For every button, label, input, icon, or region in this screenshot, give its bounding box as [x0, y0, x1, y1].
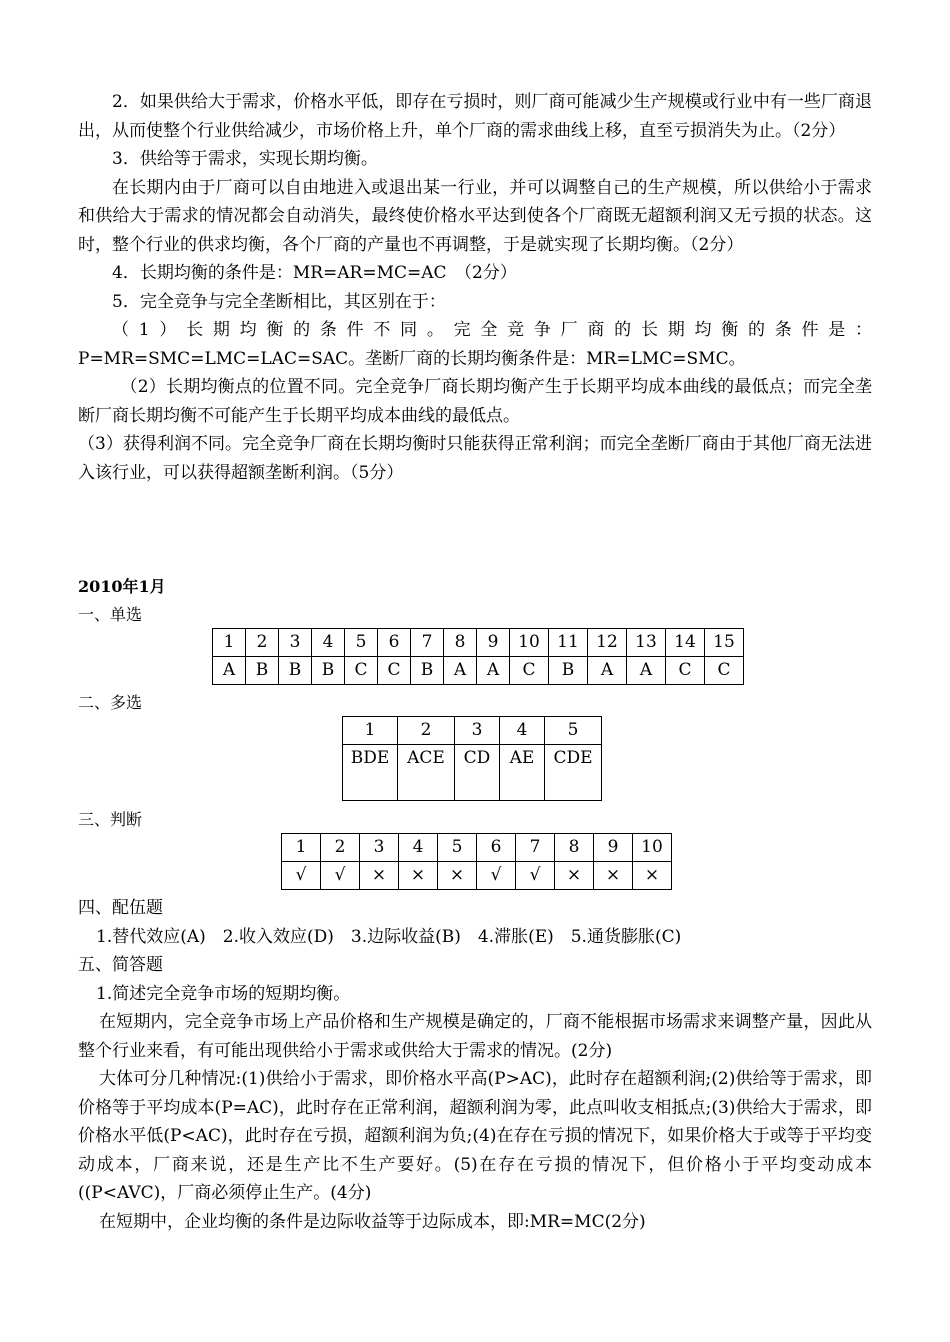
- table-row: [213, 629, 744, 657]
- table-cell: B: [279, 657, 312, 685]
- table-cell: C: [666, 657, 705, 685]
- single-choice-table: [212, 628, 744, 685]
- answers-section: [78, 894, 872, 1236]
- table-cell: BDE: [343, 745, 398, 801]
- table-row: [282, 862, 672, 890]
- table-cell: ×: [594, 862, 633, 890]
- table-cell: ACE: [398, 745, 455, 801]
- table-cell: ×: [555, 862, 594, 890]
- paragraph-5: 5．完全竞争与完全垄断相比，其区别在于：: [112, 291, 446, 312]
- table-cell: 1: [282, 834, 321, 862]
- table-cell: B: [312, 657, 345, 685]
- table-cell: 11: [549, 629, 588, 657]
- answer-paragraph-2: 大体可分几种情况:(1)供给小于需求，即价格水平高(P>AC)，此时存在超额利润;(2)供给等于需求，即价格等于平均成本(P=AC)，此时存在正常利润，超额利润为零，此点叫收支相抵点;(3)供给大于需求，即价格水平低(P<AC)，此时存在亏损，超额利润为负;(4)在存在亏损的情况下，如果价格大于或等于平均变动成本，厂商来说，还是生产比不生产要好。(5)在存在亏损的情况下，但价格小于平均变动成本((P<AVC)，厂商必须停止生产。(4分): [78, 1069, 872, 1203]
- table-cell: 15: [705, 629, 744, 657]
- table-cell: A: [213, 657, 246, 685]
- table-cell: 2: [398, 717, 455, 745]
- question-1: 1.简述完全竞争市场的短期均衡。: [96, 983, 351, 1004]
- table-cell: 8: [555, 834, 594, 862]
- paragraph-3b: 在长期内由于厂商可以自由地进入或退出某一行业，并可以调整自己的生产规模，所以供给小于需求和供给大于需求的情况都会自动消失，最终使价格水平达到使各个厂商既无超额利润又无亏损的状态。这时，整个行业的供求均衡，各个厂商的产量也不再调整，于是就实现了长期均衡。（2分）: [78, 177, 872, 255]
- table-cell: √: [477, 862, 516, 890]
- table-cell: ×: [438, 862, 477, 890]
- multi-choice-table: [342, 716, 602, 801]
- table-cell: 4: [399, 834, 438, 862]
- table-cell: A: [588, 657, 627, 685]
- table-cell: B: [549, 657, 588, 685]
- paragraph-5a-line2: P=MR=SMC=LMC=LAC=SAC。垄断厂商的长期均衡条件是：MR=LMC=SMC。: [78, 348, 746, 369]
- table-cell: A: [444, 657, 477, 685]
- table-cell: 4: [312, 629, 345, 657]
- document-body: [78, 88, 872, 487]
- table-cell: 7: [516, 834, 555, 862]
- table-cell: C: [378, 657, 411, 685]
- table-cell: ×: [633, 862, 672, 890]
- table-cell: √: [282, 862, 321, 890]
- answer-paragraph-3: 在短期中，企业均衡的条件是边际收益等于边际成本，即:MR=MC(2分): [99, 1211, 646, 1232]
- table-row: [343, 745, 602, 801]
- table-cell: 5: [345, 629, 378, 657]
- table-cell: 6: [378, 629, 411, 657]
- table-cell: 4: [500, 717, 545, 745]
- table-cell: 9: [594, 834, 633, 862]
- short-answer-heading: 五、简答题: [78, 955, 163, 975]
- matching-heading: 四、配伍题: [78, 898, 163, 918]
- table-cell: 3: [360, 834, 399, 862]
- table-cell: B: [411, 657, 444, 685]
- paragraph-5b: （2）长期均衡点的位置不同。完全竞争厂商长期均衡产生于长期平均成本曲线的最低点；而完全垄断厂商长期均衡不可能产生于长期平均成本曲线的最低点。: [78, 377, 872, 426]
- table-cell: 12: [588, 629, 627, 657]
- table-cell: √: [321, 862, 360, 890]
- paragraph-5c: （3）获得利润不同。完全竞争厂商在长期均衡时只能获得正常利润；而完全垄断厂商由于其他厂商无法进入该行业，可以获得超额垄断利润。（5分）: [78, 434, 872, 483]
- table-row: [213, 657, 744, 685]
- table-cell: 10: [633, 834, 672, 862]
- table-cell: 6: [477, 834, 516, 862]
- table-cell: CD: [455, 745, 500, 801]
- year-title: 2010年1月: [78, 577, 166, 596]
- table-cell: C: [345, 657, 378, 685]
- paragraph-3: 3．供给等于需求，实现长期均衡。: [112, 149, 378, 169]
- table-cell: 13: [627, 629, 666, 657]
- table-cell: ×: [360, 862, 399, 890]
- multi-choice-heading: 二、多选: [78, 693, 143, 712]
- table-cell: 3: [455, 717, 500, 745]
- table-cell: 2: [321, 834, 360, 862]
- table-cell: A: [627, 657, 666, 685]
- table-cell: 3: [279, 629, 312, 657]
- table-cell: C: [705, 657, 744, 685]
- table-cell: A: [477, 657, 510, 685]
- table-row: [282, 834, 672, 862]
- table-cell: 8: [444, 629, 477, 657]
- table-cell: 5: [438, 834, 477, 862]
- table-cell: AE: [500, 745, 545, 801]
- table-cell: B: [246, 657, 279, 685]
- table-cell: 1: [213, 629, 246, 657]
- table-cell: 7: [411, 629, 444, 657]
- table-cell: √: [516, 862, 555, 890]
- table-cell: C: [510, 657, 549, 685]
- judgment-heading: 三、判断: [78, 810, 143, 829]
- answer-paragraph-1: 在短期内，完全竞争市场上产品价格和生产规模是确定的，厂商不能根据市场需求来调整产量，因此从整个行业来看，有可能出现供给小于需求或供给大于需求的情况。(2分): [78, 1012, 872, 1061]
- table-cell: CDE: [545, 745, 602, 801]
- paragraph-4: 4．长期均衡的条件是：MR=AR=MC=AC （2分）: [112, 263, 517, 283]
- table-cell: 9: [477, 629, 510, 657]
- judgment-table: [281, 833, 672, 890]
- single-choice-heading: 一、单选: [78, 605, 143, 624]
- paragraph-5a-line1: （1）长期均衡的条件不同。完全竞争厂商的长期均衡的条件是：: [112, 320, 872, 340]
- table-cell: 10: [510, 629, 549, 657]
- table-cell: 14: [666, 629, 705, 657]
- paragraph-2: 2．如果供给大于需求，价格水平低，即存在亏损时，则厂商可能减少生产规模或行业中有一些厂商退出，从而使整个行业供给减少，市场价格上升，单个厂商的需求曲线上移，直至亏损消失为止。（2分）: [78, 92, 872, 141]
- table-cell: 2: [246, 629, 279, 657]
- table-cell: 1: [343, 717, 398, 745]
- matching-line: 1.替代效应(A) 2.收入效应(D) 3.边际收益(B) 4.滞胀(E) 5.通货膨胀(C): [96, 926, 682, 947]
- table-cell: ×: [399, 862, 438, 890]
- table-cell: 5: [545, 717, 602, 745]
- table-row: [343, 717, 602, 745]
